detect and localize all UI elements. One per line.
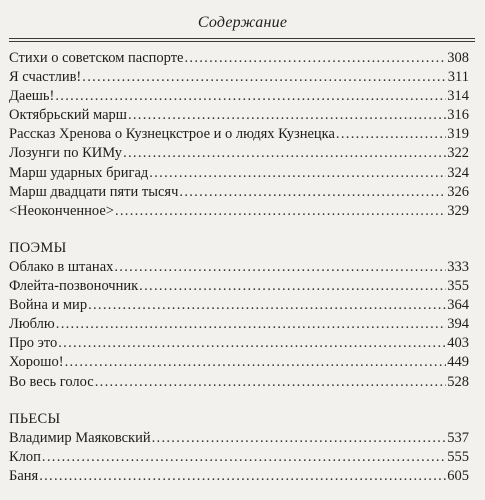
toc-entry-title: Марш двадцати пяти тысяч [9, 183, 179, 200]
toc-entry-title: Флейта-позвоночник [9, 278, 139, 295]
toc-entry-page: 319 [447, 126, 469, 143]
toc-leader-dots [88, 296, 446, 315]
toc-entry-page: 326 [447, 183, 469, 200]
toc-entry[interactable] [9, 106, 469, 125]
toc-entry[interactable] [9, 353, 469, 372]
toc-entry-page: 605 [447, 467, 469, 484]
toc-entry-title: Даешь! [9, 88, 55, 105]
toc-section-poems-short [9, 49, 469, 221]
toc-entry[interactable] [9, 467, 469, 486]
toc-leader-dots [152, 429, 447, 448]
page-header-title: Содержание [197, 14, 288, 31]
toc-entry[interactable] [9, 448, 469, 467]
toc-leader-dots [55, 87, 446, 106]
toc-leader-dots [139, 277, 446, 296]
header-rule-inner [9, 41, 475, 42]
toc-entry-page: 333 [447, 258, 469, 275]
toc-entry[interactable] [9, 429, 469, 448]
toc-leader-dots [179, 183, 446, 202]
toc-leader-dots [56, 315, 446, 334]
toc-leader-dots [149, 164, 446, 183]
toc-leader-dots [114, 258, 446, 277]
section-heading: ПОЭМЫ [9, 239, 67, 256]
section-spacer [9, 221, 469, 239]
toc-entry-page: 308 [447, 50, 469, 66]
toc-entry-title: Облако в штанах [9, 258, 114, 275]
toc-leader-dots [39, 467, 446, 486]
toc-entry[interactable] [9, 202, 469, 221]
toc-entry-page: 322 [447, 145, 469, 162]
toc-entry-page: 355 [447, 278, 469, 295]
toc-entry[interactable] [9, 49, 469, 68]
toc-leader-dots [82, 68, 447, 87]
toc-entry-title: Октябрьский марш [9, 107, 127, 124]
toc-entry-title: Лозунги по КИМу [9, 145, 123, 162]
section-spacer [9, 392, 469, 410]
toc-entry-title: Клоп [9, 448, 41, 465]
toc-entry[interactable] [9, 277, 469, 296]
toc-section-poemy [9, 239, 469, 392]
toc-entry-title: Люблю [9, 316, 55, 333]
toc-leader-dots [58, 334, 446, 353]
toc-entry-page: 329 [447, 202, 469, 219]
toc-entry[interactable] [9, 296, 469, 315]
toc-section-pesy [9, 410, 469, 486]
toc-entry-title: Про это [9, 335, 58, 352]
toc-leader-dots [95, 373, 447, 392]
toc-entry-page: 324 [447, 164, 469, 181]
header-rule [9, 38, 475, 39]
toc-leader-dots [42, 448, 446, 467]
toc-entry[interactable] [9, 183, 469, 202]
toc-leader-dots [128, 106, 446, 125]
toc-leader-dots [123, 144, 446, 163]
table-of-contents [9, 49, 469, 486]
toc-entry-page: 364 [447, 297, 469, 314]
toc-entry-title: Хорошо! [9, 354, 64, 371]
toc-leader-dots [184, 49, 446, 68]
toc-entry-title: Рассказ Хренова о Кузнецкстрое и о людях Кузнецка [9, 126, 335, 143]
toc-entry-page: 394 [447, 316, 469, 333]
toc-entry[interactable] [9, 68, 469, 87]
toc-entry-page: 537 [447, 429, 469, 446]
toc-entry-title: <Неоконченное> [9, 202, 114, 219]
toc-entry-title: Во весь голос [9, 373, 94, 390]
toc-entry[interactable] [9, 125, 469, 144]
section-heading: ПЬЕСЫ [9, 410, 61, 427]
toc-entry[interactable] [9, 258, 469, 277]
toc-leader-dots [115, 202, 446, 221]
toc-entry-page: 449 [447, 354, 469, 371]
toc-entry-page: 403 [447, 335, 469, 352]
toc-entry[interactable] [9, 144, 469, 163]
toc-entry[interactable] [9, 334, 469, 353]
toc-entry[interactable] [9, 373, 469, 392]
toc-entry-title: Баня [9, 467, 39, 484]
toc-entry[interactable] [9, 87, 469, 106]
toc-entry-page: 311 [447, 69, 469, 86]
toc-entry[interactable] [9, 315, 469, 334]
toc-entry-page: 316 [447, 107, 469, 124]
toc-entry-title: Война и мир [9, 297, 88, 314]
toc-entry-page: 528 [447, 373, 469, 390]
toc-entry-page: 555 [447, 448, 469, 465]
toc-entry[interactable] [9, 164, 469, 183]
toc-entry-title: Я счастлив! [9, 69, 82, 86]
toc-entry-page: 314 [447, 88, 469, 105]
toc-leader-dots [336, 125, 446, 144]
toc-entry-title: Владимир Маяковский [9, 429, 151, 446]
toc-entry-title: Марш ударных бригад [9, 164, 149, 181]
toc-entry-title: Стихи о советском паспорте [9, 50, 184, 66]
toc-leader-dots [65, 353, 447, 372]
